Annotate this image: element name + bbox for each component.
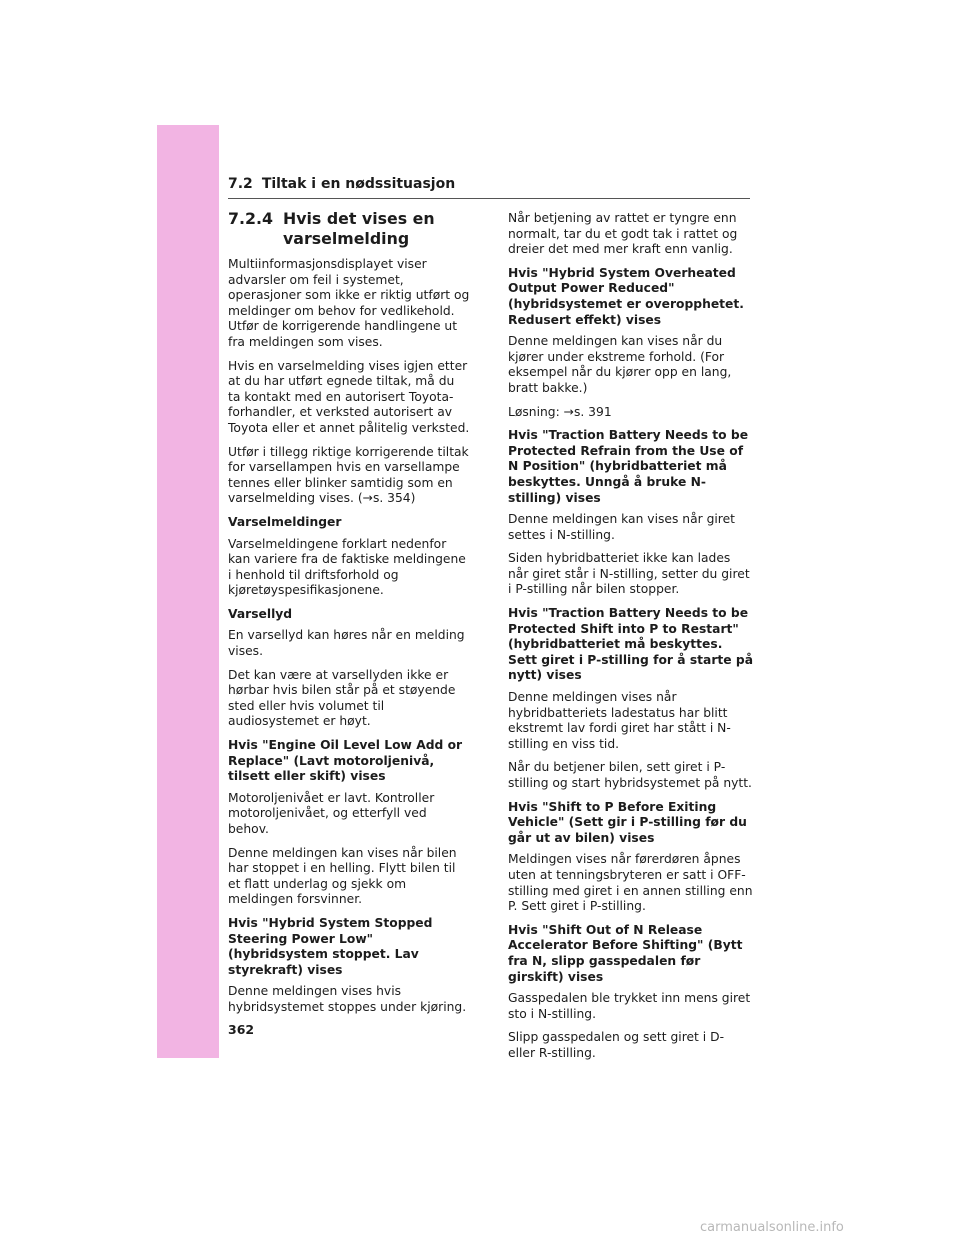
paragraph: Gasspedalen ble trykket inn mens giret sto i N-stilling. (508, 991, 751, 1021)
subheading: Hvis "Hybrid System Stopped Steering Power Low" (hybridsystem stoppet. Lav styrekraft) vises (228, 915, 433, 977)
paragraph: Motoroljenivået er lavt. Kontroller motoroljenivået, og etterfyll ved behov. (228, 790, 435, 836)
paragraph: Denne meldingen vises hvis hybridsystemet stoppes under kjøring. (228, 984, 467, 1014)
paragraph: Hvis en varselmelding vises igjen etter at du har utført egnede tiltak, må du ta kontakt med en autorisert Toyota-forhandler, et verksted autorisert av Toyota eller et annet pålitelig verksted. (228, 358, 470, 435)
paragraph: Denne meldingen kan vises når bilen har stoppet i en helling. Flytt bilen til et flatt underlag og sjekk om meldingen forsvinner. (228, 845, 457, 907)
subheading: Hvis "Engine Oil Level Low Add or Replace" (Lavt motoroljenivå, tilsett eller skift) vises (228, 738, 463, 784)
section-title: Tiltak i en nødssituasjon (261, 176, 456, 192)
section-number: 7.2 (228, 176, 253, 192)
paragraph: Siden hybridbatteriet ikke kan lades når giret står i N-stilling, setter du giret i P-stilling når bilen stopper. (508, 551, 750, 597)
subheading: Varselmeldinger (228, 514, 342, 529)
paragraph: Multiinformasjonsdisplayet viser advarsler om feil i systemet, operasjoner som ikke er riktig utført og meldinger om behov for vedlikehold. Utfør de korrigerende handlingene ut fra meldingen som vises. (228, 257, 470, 349)
right-column (508, 211, 754, 1070)
section-header (228, 176, 750, 199)
paragraph: Denne meldingen kan vises når du kjører under ekstreme forhold. (For eksempel når du kjører opp en lang, bratt bakke.) (508, 334, 732, 395)
subheading: Hvis "Shift to P Before Exiting Vehicle" (Sett gir i P-stilling før du går ut av bilen) vises (508, 799, 747, 845)
heading-title: Hvis det vises en varselmelding (282, 209, 435, 248)
subheading: Hvis "Traction Battery Needs to be Protected Shift into P to Restart" (hybridbatteriet må beskyttes. Sett giret i P-stilling for å starte på nytt) vises (508, 606, 753, 683)
left-column (228, 209, 470, 1024)
page-heading (228, 209, 470, 249)
paragraph: Meldingen vises når førerdøren åpnes uten at tenningsbryteren er satt i OFF-stilling med giret i en annen stilling enn P. Sett giret i P-stilling. (508, 852, 753, 914)
paragraph: Denne meldingen kan vises når giret settes i N-stilling. (508, 512, 735, 542)
paragraph: Slipp gasspedalen og sett giret i D- eller R-stilling. (508, 1030, 725, 1060)
paragraph: Når betjening av rattet er tyngre enn normalt, tar du et godt tak i rattet og dreier det med mer kraft enn vanlig. (508, 211, 738, 257)
heading-number: 7.2.4 (228, 209, 273, 228)
watermark: carmanualsonline.info (700, 1220, 844, 1235)
paragraph: Utfør i tillegg riktige korrigerende tiltak for varsellampen hvis en varsellampe tennes eller blinker samtidig som en varselmelding vises. (→s. 354) (228, 444, 469, 506)
subheading: Hvis "Traction Battery Needs to be Protected Refrain from the Use of N Position" (hybridbatteriet må beskyttes. Unngå å bruke N-stilling) vises (508, 428, 749, 505)
page-number: 362 (228, 1022, 255, 1037)
subheading: Hvis "Hybrid System Overheated Output Power Reduced" (hybridsystemet er overopphetet. Redusert effekt) vises (508, 265, 744, 327)
paragraph: Denne meldingen vises når hybridbatteriets ladestatus har blitt ekstremt lav fordi giret har stått i N-stilling en viss tid. (508, 690, 731, 751)
subheading: Hvis "Shift Out of N Release Accelerator Before Shifting" (Bytt fra N, slipp gasspedalen før girskift) vises (508, 922, 743, 984)
subheading: Varsellyd (228, 606, 293, 621)
paragraph: En varsellyd kan høres når en melding vises. (228, 628, 465, 659)
paragraph: Varselmeldingene forklart nedenfor kan variere fra de faktiske meldingene i henhold til driftsforhold og kjøretøyspesifikasjonene. (228, 536, 466, 598)
paragraph: Det kan være at varsellyden ikke er hørbar hvis bilen står på et støyende sted eller hvis volumet til audiosystemet er høyt. (228, 667, 456, 729)
paragraph: Løsning: →s. 391 (508, 404, 612, 419)
paragraph: Når du betjener bilen, sett giret i P-stilling og start hybridsystemet på nytt. (508, 760, 752, 790)
chapter-side-tab (157, 125, 219, 1058)
